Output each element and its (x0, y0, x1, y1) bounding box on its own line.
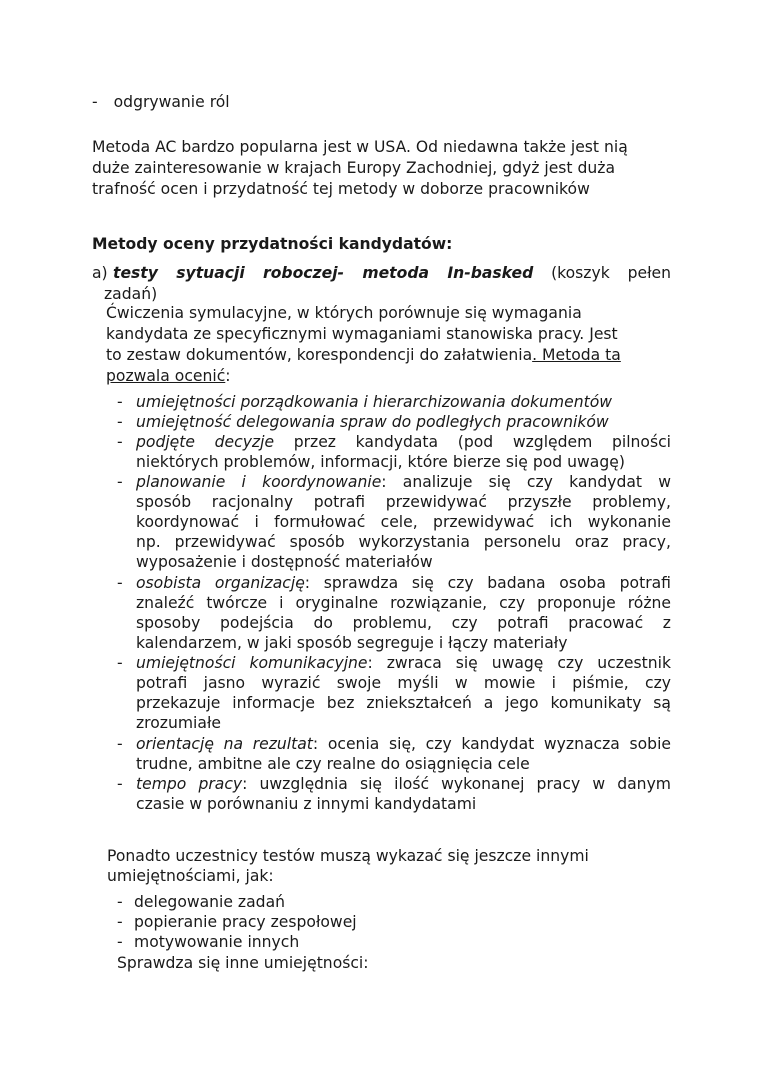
item-a-title-emphasis: testy sytuacji roboczej- metoda In-basked (113, 264, 534, 282)
item-a-title-rest: (koszyk pełen (533, 264, 671, 282)
criterion-text: przez kandydata (pod względem pilności (274, 433, 671, 451)
criterion-cont: sposób racjonalny potrafi przewidywać przyszłe problemy, (136, 493, 671, 511)
further-line: Ponadto uczestnicy testów muszą wykazać się jeszcze innymi (107, 847, 589, 865)
criterion-text: : sprawdza się czy badana osoba potrafi (304, 574, 671, 592)
criterion-term: orientację na rezultat (136, 735, 313, 753)
item-a-title-cont: zadań) (104, 285, 158, 303)
bullet-dash: - (117, 735, 123, 753)
bullet-dash: - (117, 933, 123, 951)
criterion-first-line (136, 472, 671, 492)
criterion-text: : zwraca się uwagę czy uczestnik (367, 654, 672, 672)
item-a-desc-line (106, 345, 621, 365)
desc-underlined: pozwala ocenić (106, 367, 226, 385)
criterion-first-line (136, 653, 671, 673)
list-item (92, 92, 230, 112)
bullet-dash: - (117, 775, 123, 793)
criterion-term: podjęte decyzje (136, 433, 275, 451)
criterion-first-line (136, 432, 671, 452)
intro-line: trafność ocen i przydatność tej metody w doborze pracowników (92, 180, 590, 198)
criterion-text: : analizuje się czy kandydat w (381, 473, 671, 491)
bullet-dash: - (117, 654, 123, 672)
criterion-cont: sposoby podejścia do problemu, czy potrafi pracować z (136, 614, 671, 632)
criterion-first-line (136, 734, 671, 754)
bullet-dash: - (117, 473, 123, 491)
criterion-cont: kalendarzem, w jaki sposób segreguje i łączy materiały (136, 634, 568, 652)
criterion-cont: znaleźć twórcze i oryginalne rozwiązanie, czy proponuje różne (136, 594, 671, 612)
desc-underlined: . Metoda ta (532, 346, 621, 364)
skill-item: delegowanie zadań (134, 893, 286, 911)
criterion-cont: niektórych problemów, informacji, które bierze się pod uwagę) (136, 453, 625, 471)
bullet-dash: - (117, 393, 123, 411)
item-a-marker: a) (92, 264, 108, 282)
criterion-cont: przekazuje informacje bez zniekształceń a jego komunikaty są (136, 694, 671, 712)
criterion-cont: wyposażenie i dostępność materiałów (136, 553, 433, 571)
item-a-desc-line: kandydata ze specyficznymi wymaganiami stanowiska pracy. Jest (106, 325, 618, 343)
criterion-first-line (136, 573, 671, 593)
criterion-cont: potrafi jasno wyrazić swoje myśli w mowie i piśmie, czy (136, 674, 671, 692)
desc-text: : (225, 367, 231, 385)
item-a-desc-line (106, 366, 231, 386)
criterion-first-line (136, 774, 671, 794)
criterion-term: osobista organizację (136, 574, 305, 592)
desc-text: to zestaw dokumentów, korespondencji do załatwienia (106, 346, 533, 364)
criterion-cont: zrozumiałe (136, 714, 221, 732)
criterion-cont: np. przewidywać sposób wykorzystania personelu oraz pracy, (136, 533, 671, 551)
bullet-dash: - (117, 413, 123, 431)
criterion-term: tempo pracy (136, 775, 243, 793)
bullet-dash: - (117, 893, 123, 911)
skill-item: popieranie pracy zespołowej (134, 913, 357, 931)
list-item-text: odgrywanie ról (113, 93, 230, 111)
criterion-term: umiejętności porządkowania i hierarchizowania dokumentów (136, 393, 613, 411)
criterion-cont: czasie w porównaniu z innymi kandydatami (136, 795, 477, 813)
bullet-dash: - (117, 913, 123, 931)
further-line: umiejętnościami, jak: (107, 867, 274, 885)
criterion-term: planowanie i koordynowanie (136, 473, 382, 491)
criterion-term: umiejętności komunikacyjne (136, 654, 368, 672)
skill-item: motywowanie innych (134, 933, 300, 951)
criterion-cont: trudne, ambitne ale czy realne do osiągnięcia cele (136, 755, 530, 773)
criterion-text: : ocenia się, czy kandydat wyznacza sobie (312, 735, 671, 753)
intro-line: duże zainteresowanie w krajach Europy Zachodniej, gdyż jest duża (92, 159, 616, 177)
bullet-dash: - (117, 433, 123, 451)
closing-line: Sprawdza się inne umiejętności: (117, 954, 369, 972)
criterion-cont: koordynować i formułować cele, przewidywać ich wykonanie (136, 513, 671, 531)
intro-line: Metoda AC bardzo popularna jest w USA. Od niedawna także jest nią (92, 138, 628, 156)
bullet-dash: - (92, 93, 98, 111)
criterion-term: umiejętność delegowania spraw do podległych pracowników (136, 413, 609, 431)
item-a-title (113, 263, 671, 283)
item-a-desc-line: Ćwiczenia symulacyjne, w których porównuje się wymagania (106, 304, 582, 322)
bullet-dash: - (117, 574, 123, 592)
section-heading: Metody oceny przydatności kandydatów: (92, 235, 453, 253)
criterion-text: : uwzględnia się ilość wykonanej pracy w danym (242, 775, 671, 793)
